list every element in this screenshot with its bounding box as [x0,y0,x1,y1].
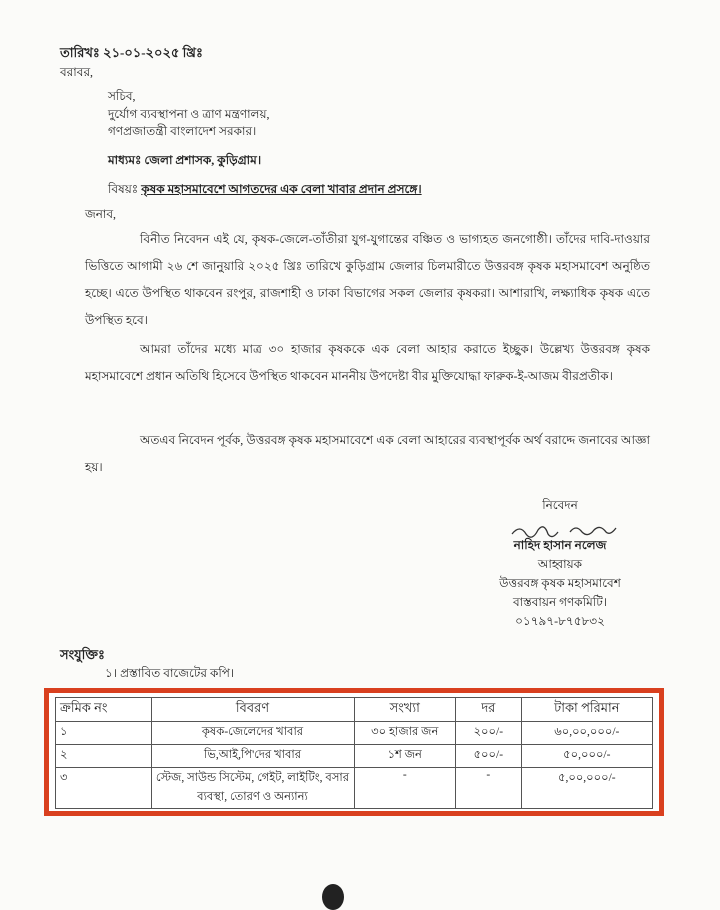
table-header-row [56,698,653,722]
to-label: বরাবর, [60,65,94,79]
attachment-label: সংযুক্তিঃ [60,647,105,662]
page-overlay-mark [322,884,344,910]
cell-serial: ১ [56,722,152,745]
recipient-line: সচিব, [108,89,136,103]
via-line: মাধ্যমঃ জেলা প্রশাসক, কুড়িগ্রাম। [108,153,262,167]
body-paragraph [85,226,650,334]
salutation: জনাব, [85,207,117,221]
cell-description: স্টেজ, সাউন্ড সিস্টেম, গেইট, লাইটিং, বসার ব্যবস্থা, তোরণ ও অন্যান্য [151,768,354,809]
header-rate: দর [455,698,521,722]
cell-quantity: ১শ জন [354,745,455,768]
attachment-item: ১। প্রস্তাবিত বাজেটের কপি। [105,666,235,680]
paragraph-text: আমরা তাঁদের মধ্যে মাত্র ৩০ হাজার কৃষককে এক বেলা আহার করাতে ইচ্ছুক। উল্লেখ্য উত্তরবঙ্গ কৃষক মহাসমাবেশে প্রধান অতিথি হিসেবে উপস্থিত থাকবেন মাননীয় উপদেষ্টা বীর মুক্তিযোদ্ধা ফারুক-ই-আজম বীরপ্রতীক। [85,342,650,383]
cell-rate: ২০০/- [455,722,521,745]
recipient-line: দুর্যোগ ব্যবস্থাপনা ও ত্রাণ মন্ত্রণালয়, [108,107,270,121]
signer-committee: বাস্তবায়ন গণকমিটি। [512,595,608,609]
cell-description: ভি,আই,পি'দের খাবার [151,745,354,768]
cell-quantity: - [354,768,455,809]
table-row [56,768,653,809]
signer-org: উত্তরবঙ্গ কৃষক মহাসমাবেশ [499,576,621,590]
paragraph-text: বিনীত নিবেদন এই যে, কৃষক-জেলে-তাঁতীরা যুগ-যুগান্তের বঞ্চিত ও ভাগ্যহত জনগোষ্ঠী। তাঁদের দাবি-দাওয়ার ভিত্তিতে আগামী ২৬ শে জানুয়ারি ২০২৫ খ্রিঃ তারিখে কুড়িগ্রাম জেলার চিলমারীতে উত্তরবঙ্গ কৃষক মহাসমাবেশ অনুষ্ঠিত হচ্ছে। এতে উপস্থিত থাকবেন রংপুর, রাজশাহী ও ঢাকা বিভাগের সকল জেলার কৃষকরা। আশারাখি, লক্ষ্যাধিক কৃষক এতে উপস্থিত হবে। [85,232,650,327]
table-row [56,745,653,768]
subject-text: কৃষক মহাসমাবেশে আগতদের এক বেলা খাবার প্রদান প্রসঙ্গে। [141,182,422,196]
cell-quantity: ৩০ হাজার জন [354,722,455,745]
subject-line [108,181,422,201]
budget-table [55,697,653,809]
signer-title: আহ্বায়ক [537,557,583,571]
recipient-line: গণপ্রজাতন্ত্রী বাংলাদেশ সরকার। [108,124,257,138]
signer-phone: ০১৭৯৭-৮৭৫৮৩২ [515,614,605,628]
body-paragraph [85,427,650,481]
subject-label: বিষয়ঃ [108,182,139,196]
cell-rate: ৫০০/- [455,745,521,768]
signer-name: নাহিদ হাসান নলেজ [513,538,607,552]
body-paragraph [85,336,650,390]
cell-description: কৃষক-জেলেদের খাবার [151,722,354,745]
cell-rate: - [455,768,521,809]
header-amount: টাকা পরিমান [521,698,652,722]
cell-serial: ২ [56,745,152,768]
header-description: বিবরণ [151,698,354,722]
header-serial: ক্রমিক নং [56,698,152,722]
budget-table-highlight [44,688,664,816]
header-quantity: সংখ্যা [354,698,455,722]
paragraph-text: অতএব নিবেদন পূর্বক, উত্তরবঙ্গ কৃষক মহাসমাবেশে এক বেলা আহারের ব্যবস্থাপূর্বক অর্থ বরাদ্দে জনাবের আজ্ঞা হয়। [85,433,650,474]
closing: নিবেদন [542,498,578,512]
table-row [56,722,653,745]
cell-serial: ৩ [56,768,152,809]
date: তারিখঃ ২১-০১-২০২৫ খ্রিঃ [60,45,203,60]
cell-amount: ৬০,০০,০০০/- [521,722,652,745]
cell-amount: ৫০,০০০/- [521,745,652,768]
cell-amount: ৫,০০,০০০/- [521,768,652,809]
